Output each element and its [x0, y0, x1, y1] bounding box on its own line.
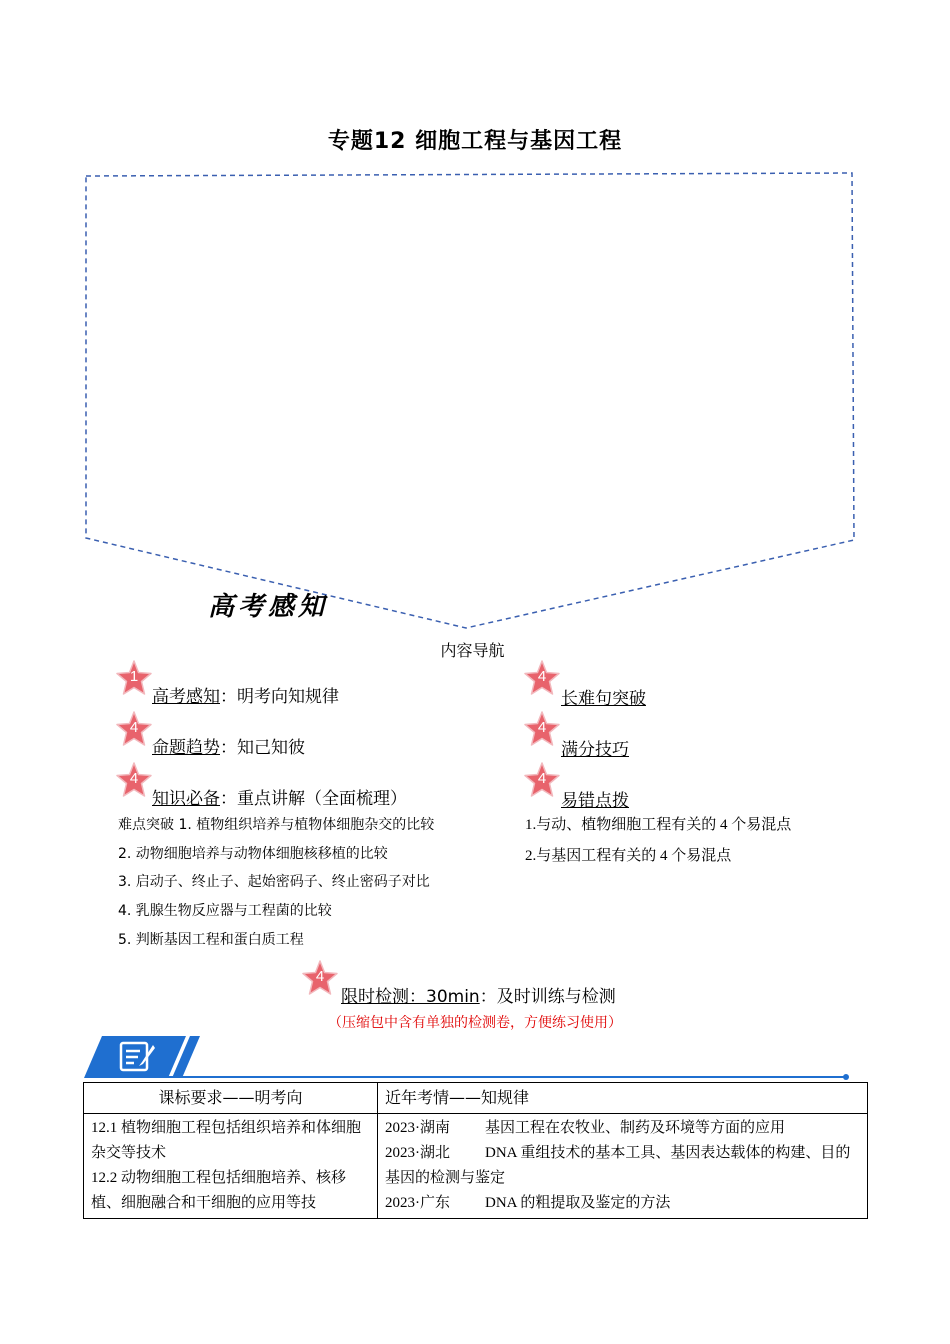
standards-table — [83, 1082, 868, 1219]
exam-row — [385, 1141, 860, 1191]
nav-number: 4 — [129, 770, 139, 787]
nav-item-label: 命题趋势 — [152, 738, 220, 758]
nav-item-label: 高考感知 — [152, 687, 220, 707]
exam-year: 2023·湖南 — [385, 1120, 450, 1136]
star-badge-icon — [116, 711, 152, 747]
nav-item-trend[interactable] — [152, 733, 305, 758]
exam-topic: DNA 重组技术的基本工具、基因表达载体的构建、目的基因的检测与鉴定 — [385, 1145, 851, 1186]
nav-number: 4 — [315, 968, 325, 985]
nav-number: 1 — [129, 668, 139, 685]
package-note: （压缩包中含有单独的检测卷，方便练习使用） — [328, 1015, 622, 1031]
nav-item-label: 限时检测：30min — [341, 987, 480, 1007]
exam-topic: 基因工程在农牧业、制药及环境等方面的应用 — [485, 1120, 786, 1136]
nav-item-label: 知识必备 — [152, 789, 220, 809]
star-badge-icon — [116, 762, 152, 798]
nav-number: 4 — [537, 770, 547, 787]
nav-item-gaokao[interactable] — [152, 682, 339, 707]
error-point: 1.与动、植物细胞工程有关的 4 个易混点 — [525, 817, 792, 833]
nav-item-desc: ：知己知彼 — [220, 738, 305, 758]
nav-item-full-marks[interactable] — [561, 735, 629, 760]
nav-item-knowledge[interactable] — [152, 784, 407, 809]
nav-item-desc: ：及时训练与检测 — [479, 987, 616, 1007]
exam-history — [378, 1114, 868, 1219]
star-badge-icon — [524, 711, 560, 747]
nav-item-long-sentence[interactable] — [561, 684, 646, 709]
nav-item-label: 满分技巧 — [561, 740, 629, 760]
nav-number: 4 — [537, 668, 547, 685]
knowledge-point: 5. 判断基因工程和蛋白质工程 — [118, 932, 304, 948]
exam-year: 2023·湖北 — [385, 1145, 450, 1161]
exam-row — [385, 1191, 860, 1216]
nav-item-test[interactable] — [341, 982, 616, 1007]
nav-item-error-tips[interactable] — [561, 786, 629, 811]
nav-number: 4 — [537, 719, 547, 736]
star-badge-icon — [524, 660, 560, 696]
exam-row — [385, 1116, 860, 1141]
dashed-frame — [80, 168, 865, 638]
nav-item-label: 长难句突破 — [561, 689, 646, 709]
nav-number: 4 — [129, 719, 139, 736]
star-badge-icon — [524, 762, 560, 798]
nav-title: 内容导航 — [440, 641, 505, 660]
nav-item-desc: ：重点讲解（全面梳理） — [220, 789, 407, 809]
table-header-left: 课标要求——明考向 — [84, 1083, 378, 1114]
knowledge-point: 4. 乳腺生物反应器与工程菌的比较 — [118, 903, 332, 919]
edit-document-icon — [118, 1040, 158, 1074]
knowledge-point: 3. 启动子、终止子、起始密码子、终止密码子对比 — [118, 874, 430, 890]
star-badge-icon — [302, 960, 338, 996]
knowledge-point: 难点突破 1. 植物组织培养与植物体细胞杂交的比较 — [118, 817, 435, 833]
exam-topic: DNA 的粗提取及鉴定的方法 — [485, 1195, 671, 1211]
nav-item-label: 易错点拨 — [561, 791, 629, 811]
error-point: 2.与基因工程有关的 4 个易混点 — [525, 848, 732, 864]
knowledge-point: 2. 动物细胞培养与动物体细胞核移植的比较 — [118, 846, 388, 862]
gaokao-brush-title: 高考感知 — [208, 592, 329, 622]
table-header-right: 近年考情——知规律 — [378, 1083, 868, 1114]
section-banner — [84, 1034, 854, 1080]
curriculum-requirements: 12.1 植物细胞工程包括组织培养和体细胞杂交等技术 12.2 动物细胞工程包括细胞培养、核移植、细胞融合和干细胞的应用等技 — [84, 1114, 378, 1219]
exam-year: 2023·广东 — [385, 1195, 450, 1211]
nav-item-desc: ：明考向知规律 — [220, 687, 339, 707]
page-title: 专题12 细胞工程与基因工程 — [327, 129, 623, 154]
star-badge-icon — [116, 660, 152, 696]
